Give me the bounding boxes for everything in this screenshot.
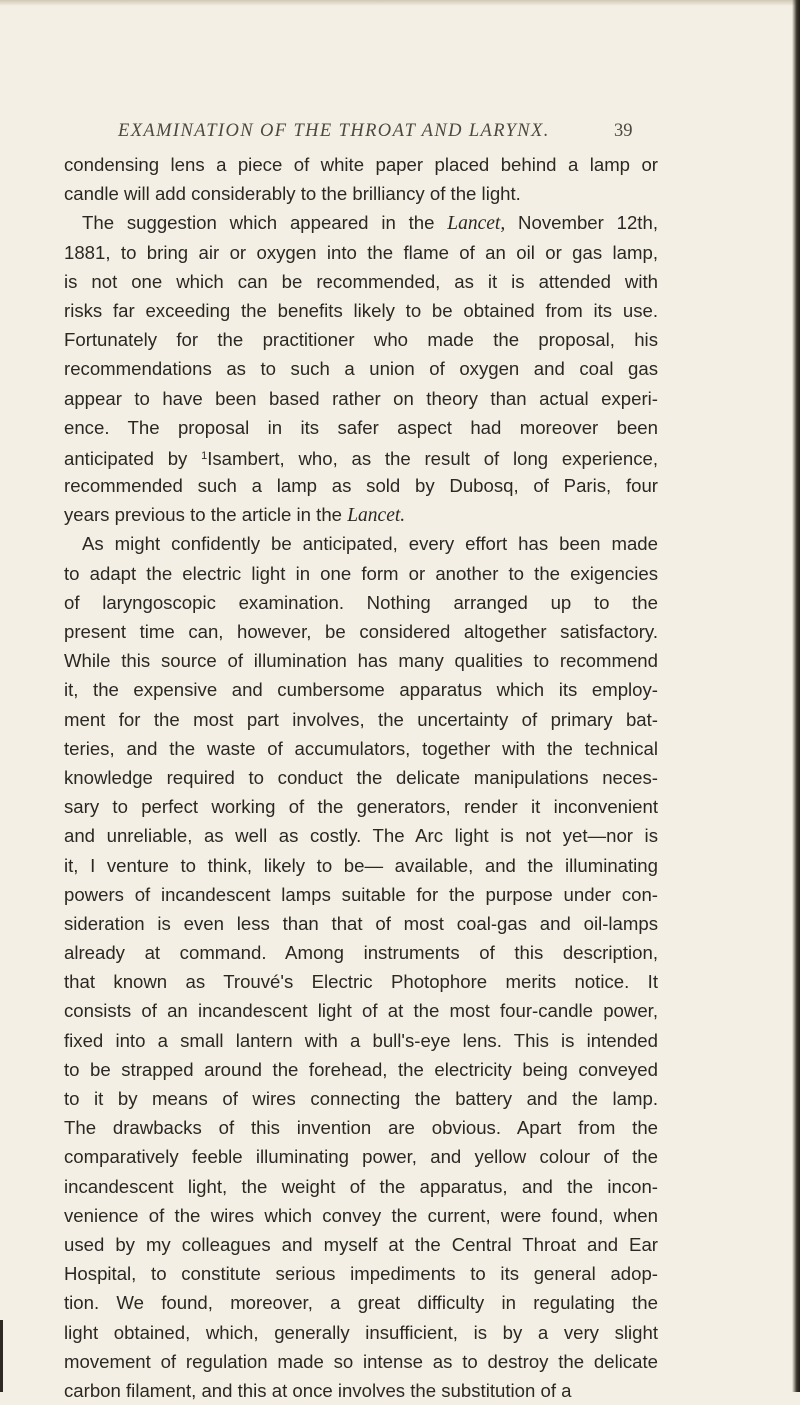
line-text: tion. We found, moreover, a great difficulty in regulating the <box>64 1292 658 1314</box>
page-left-edge <box>0 1320 3 1392</box>
text-line <box>64 938 658 967</box>
line-text: of laryngoscopic examination. Nothing arranged up to the <box>64 591 658 613</box>
text-line <box>64 325 658 354</box>
line-text: incandescent light, the weight of the apparatus, and the incon- <box>64 1175 658 1197</box>
line-text: 1881, to bring air or oxygen into the flame of an oil or gas lamp, <box>64 241 658 263</box>
line-text: it, I venture to think, likely to be— available, and the illuminating <box>64 854 658 876</box>
line-text: movement of regulation made so intense as to destroy the delicate <box>64 1350 658 1372</box>
line-text: condensing lens a piece of white paper placed behind a lamp or <box>64 154 658 175</box>
line-text: knowledge required to conduct the delicate manipulations neces- <box>64 766 658 788</box>
line-text: comparatively feeble illuminating power, and yellow colour of the <box>64 1146 658 1168</box>
text-line <box>64 996 658 1025</box>
running-head <box>0 117 800 147</box>
line-text: sary to perfect working of the generators, render it inconvenient <box>64 796 658 818</box>
line-text: light obtained, which, generally insufficient, is by a very slight <box>64 1321 658 1343</box>
text-line <box>64 1376 658 1405</box>
text-line <box>64 1172 658 1201</box>
text-line <box>64 354 658 383</box>
text-line <box>64 792 658 821</box>
page-number: 39 <box>614 121 633 141</box>
text-line <box>64 559 658 588</box>
text-line <box>64 1288 658 1317</box>
page-right-edge <box>792 0 800 1392</box>
line-text: ence. The proposal in its safer aspect had moreover been <box>64 416 658 438</box>
text-line <box>64 384 658 413</box>
line-text: risks far exceeding the benefits likely to be obtained from its use. <box>64 299 658 321</box>
text-line <box>64 500 658 529</box>
line-text: and unreliable, as well as costly. The Arc light is not yet—nor is <box>64 825 658 847</box>
text-line <box>64 851 658 880</box>
text-line <box>64 1259 658 1288</box>
italic-title: Lancet, <box>447 213 506 235</box>
line-text: already at command. Among instruments of this description, <box>64 942 658 964</box>
text-line <box>64 705 658 734</box>
line-text: The suggestion which appeared in the <box>82 212 448 234</box>
text-line <box>64 238 658 267</box>
text-line <box>64 617 658 646</box>
text-line <box>64 1347 658 1376</box>
line-text: fixed into a small lantern with a bull's-eye lens. This is intended <box>64 1029 658 1051</box>
line-text: recommendations as to such a union of oxygen and coal gas <box>64 358 658 380</box>
line-text: to it by means of wires connecting the battery and the lamp. <box>64 1088 658 1109</box>
line-text: venience of the wires which convey the current, were found, when <box>64 1204 658 1226</box>
line-text: is not one which can be recommended, as it is attended with <box>64 270 658 292</box>
line-text: anticipated by <box>64 447 202 469</box>
line-text: used by my colleagues and myself at the Central Throat and Ear <box>64 1233 658 1255</box>
page-top-edge <box>0 0 800 6</box>
running-title: EXAMINATION OF THE THROAT AND LARYNX. <box>118 121 550 141</box>
body-text <box>64 150 658 1405</box>
text-line <box>64 1318 658 1347</box>
text-line <box>64 413 658 442</box>
text-line <box>64 208 658 237</box>
line-text: powers of incandescent lamps suitable for the purpose under con- <box>64 883 658 905</box>
line-text: Fortunately for the practitioner who made the proposal, his <box>64 329 658 351</box>
text-line <box>64 967 658 996</box>
text-line <box>64 471 658 500</box>
line-text: The drawbacks of this invention are obvious. Apart from the <box>64 1117 658 1139</box>
text-line <box>64 1055 658 1084</box>
line-text: that known as Trouvé's Electric Photophore merits notice. It <box>64 971 658 993</box>
line-text: teries, and the waste of accumulators, together with the technical <box>64 737 658 759</box>
text-line <box>64 442 658 471</box>
text-line <box>64 821 658 850</box>
line-text: carbon filament, and this at once involves the substitution of a <box>64 1379 572 1401</box>
text-line <box>64 1026 658 1055</box>
line-text: to adapt the electric light in one form or another to the exigencies <box>64 562 658 584</box>
line-text-after: Isambert, who, as the result of long experience, <box>207 447 658 469</box>
text-line <box>64 1084 658 1113</box>
text-line <box>64 763 658 792</box>
text-line <box>64 296 658 325</box>
line-text: sideration is even less than that of most coal-gas and oil-lamps <box>64 912 658 934</box>
text-line <box>64 1113 658 1142</box>
text-line <box>64 529 658 558</box>
text-line <box>64 646 658 675</box>
line-text-after: November 12th, <box>505 212 658 234</box>
line-text: candle will add considerably to the brilliancy of the light. <box>64 183 521 205</box>
text-line <box>64 150 658 179</box>
italic-title: Lancet. <box>347 505 406 527</box>
line-text: consists of an incandescent light of at the most four-candle power, <box>64 1000 658 1022</box>
text-line <box>64 909 658 938</box>
text-line <box>64 734 658 763</box>
line-text: Hospital, to constitute serious impediments to its general adop- <box>64 1263 658 1285</box>
line-text: As might confidently be anticipated, every effort has been made <box>82 533 658 555</box>
line-text: present time can, however, be considered altogether satisfactory. <box>64 621 658 642</box>
line-text: to be strapped around the forehead, the electricity being conveyed <box>64 1058 658 1080</box>
text-line <box>64 675 658 704</box>
footnote-marker: 1 <box>201 449 208 462</box>
line-text: appear to have been based rather on theory than actual experi- <box>64 387 658 409</box>
line-text: it, the expensive and cumbersome apparatus which its employ- <box>64 679 658 701</box>
text-line <box>64 1201 658 1230</box>
text-line <box>64 880 658 909</box>
line-text: ment for the most part involves, the uncertainty of primary bat- <box>64 708 658 730</box>
line-text: While this source of illumination has many qualities to recommend <box>64 650 658 672</box>
text-line <box>64 1142 658 1171</box>
line-text: recommended such a lamp as sold by Dubosq, of Paris, four <box>64 475 658 497</box>
text-line <box>64 1230 658 1259</box>
text-line <box>64 267 658 296</box>
text-line <box>64 588 658 617</box>
text-line <box>64 179 658 208</box>
line-text: years previous to the article in the <box>64 504 348 526</box>
